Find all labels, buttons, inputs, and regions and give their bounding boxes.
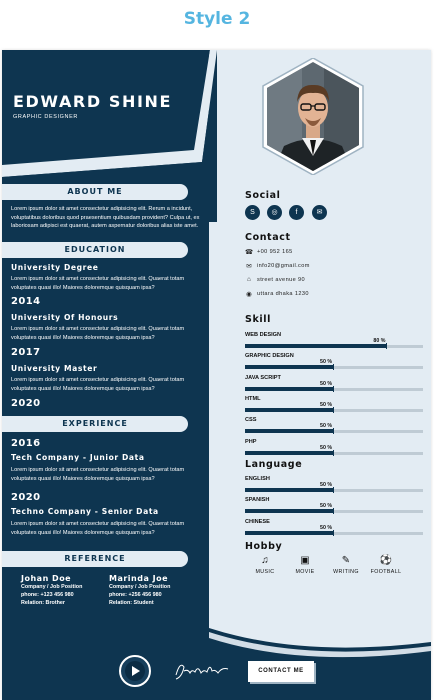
skill-percent: 50 % <box>320 381 333 387</box>
about-text: Lorem ipsum dolor sit amet consectetur adipisicing elit. Rerum a incidunt, voluptatibus doloribus quod praesentium quibusdam provident? Culpa ut, ex laboriosam adipisci est quaerat, autem aspernatur doloribus alias iste amet. <box>11 206 200 230</box>
language-heading: Language <box>245 459 303 470</box>
about-heading: ABOUT ME <box>2 184 188 200</box>
language-percent: 50 % <box>320 503 333 509</box>
person-role: GRAPHIC DESIGNER <box>13 114 78 120</box>
skill-heading: Skill <box>245 314 271 325</box>
hobby-heading: Hobby <box>245 541 283 552</box>
movie-icon: ▣ <box>300 555 310 566</box>
reference-relation: Relation: Brother <box>21 600 66 606</box>
language-bar-fill <box>245 509 334 513</box>
skill-css <box>245 417 423 441</box>
hobby-music <box>245 555 285 575</box>
experience-heading: EXPERIENCE <box>2 416 188 432</box>
skill-bar-fill <box>245 429 334 433</box>
contact-heading: Contact <box>245 232 291 243</box>
signature-image <box>170 657 232 683</box>
skill-name: PHP <box>245 439 257 445</box>
hobby-label: MUSIC <box>255 569 275 575</box>
skill-bar-fill <box>245 344 387 348</box>
contact-city: uttara dhaka 1230 <box>257 291 309 297</box>
experience-text-2: Lorem ipsum dolor sit amet consectetur adipisicing elit. Quaerat totam voluptates quasi illo! Maiores doloremque quisquam ipsa? <box>11 521 185 536</box>
language-spanish <box>245 497 423 521</box>
reference-phone: phone: +123 456 980 <box>21 592 74 598</box>
social-heading: Social <box>245 190 281 201</box>
contact-email: info20@gmail.com <box>257 263 310 269</box>
education-text-1: Lorem ipsum dolor sit amet consectetur adipisicing elit. Quaerat totam voluptates quasi illo! Maiores doloremque quisquam ipsa? <box>11 276 185 291</box>
hobby-writing <box>326 555 366 575</box>
play-icon <box>131 665 141 677</box>
style-heading: Style 2 <box>183 9 251 29</box>
experience-company-1: Tech Company - Junior Data <box>11 453 145 462</box>
education-degree-3: University Master <box>11 364 98 373</box>
education-year-1: 2014 <box>11 296 41 307</box>
contact-phone: +00 952 165 <box>257 249 293 255</box>
experience-text-1: Lorem ipsum dolor sit amet consectetur adipisicing elit. Quaerat totam voluptates quasi illo! Maiores doloremque quisquam ipsa? <box>11 467 185 482</box>
location-pin-icon: ◉ <box>246 291 252 298</box>
skill-percent: 80 % <box>373 338 386 344</box>
home-icon: ⌂ <box>247 276 251 283</box>
skill-name: HTML <box>245 396 261 402</box>
hobby-label: WRITING <box>333 569 359 575</box>
person-name: EDWARD SHINE <box>13 92 173 111</box>
language-chinese <box>245 519 423 543</box>
skill-percent: 50 % <box>320 423 333 429</box>
music-icon: ♫ <box>261 555 269 566</box>
language-percent: 50 % <box>320 525 333 531</box>
contact-street: street avenue 90 <box>257 277 306 283</box>
envelope-icon: ✉ <box>246 263 252 270</box>
play-button[interactable] <box>119 655 151 687</box>
skill-name: WEB DESIGN <box>245 332 282 338</box>
education-text-3: Lorem ipsum dolor sit amet consectetur adipisicing elit. Quaerat totam voluptates quasi illo! Maiores doloremque quisquam ipsa? <box>11 377 185 392</box>
phone-icon: ☎ <box>245 249 254 256</box>
skill-bar-fill <box>245 451 334 455</box>
hobby-football <box>366 555 406 575</box>
resume-page <box>2 50 431 700</box>
skill-bar-fill <box>245 408 334 412</box>
education-year-2: 2017 <box>11 347 41 358</box>
reference-card-2 <box>109 574 170 607</box>
reference-relation: Relation: Student <box>109 600 154 606</box>
language-name: CHINESE <box>245 519 270 525</box>
language-name: SPANISH <box>245 497 270 503</box>
reference-position: Company / Job Position <box>109 584 171 590</box>
profile-photo <box>262 58 364 175</box>
skill-percent: 50 % <box>320 402 333 408</box>
experience-company-2: Techno Company - Senior Data <box>11 507 159 516</box>
language-percent: 50 % <box>320 482 333 488</box>
experience-year-2: 2020 <box>11 492 41 503</box>
reference-card-1 <box>21 574 82 607</box>
skill-name: GRAPHIC DESIGN <box>245 353 294 359</box>
instagram-icon[interactable]: ◎ <box>267 205 282 220</box>
education-degree-1: University Degree <box>11 263 99 272</box>
facebook-icon[interactable]: f <box>289 205 304 220</box>
hobby-label: MOVIE <box>295 569 315 575</box>
experience-year-1: 2016 <box>11 438 41 449</box>
education-heading: EDUCATION <box>2 242 188 258</box>
reference-phone: phone: +256 456 980 <box>109 592 162 598</box>
education-year-3: 2020 <box>11 398 41 409</box>
reference-name: Marinda Joe <box>109 574 169 583</box>
reference-heading: REFERENCE <box>2 551 188 567</box>
language-bar-fill <box>245 531 334 535</box>
hobby-label: FOOTBALL <box>370 569 402 575</box>
hobby-movie <box>285 555 325 575</box>
football-icon: ⚽ <box>379 555 393 566</box>
skill-percent: 50 % <box>320 359 333 365</box>
contact-me-button[interactable]: CONTACT ME <box>248 661 314 682</box>
reference-name: Johan Doe <box>21 574 72 583</box>
mail-icon[interactable]: ✉ <box>312 205 327 220</box>
skill-bar-fill <box>245 387 334 391</box>
skype-icon[interactable]: S <box>245 205 260 220</box>
language-bar-fill <box>245 488 334 492</box>
education-text-2: Lorem ipsum dolor sit amet consectetur adipisicing elit. Quaerat totam voluptates quasi illo! Maiores doloremque quisquam ipsa? <box>11 326 185 341</box>
language-name: ENGLISH <box>245 476 270 482</box>
skill-bar-fill <box>245 365 334 369</box>
reference-position: Company / Job Position <box>21 584 83 590</box>
pen-icon: ✎ <box>341 555 351 566</box>
skill-name: CSS <box>245 417 257 423</box>
skill-percent: 50 % <box>320 445 333 451</box>
skill-graphic-design <box>245 353 423 377</box>
education-degree-2: University Of Honours <box>11 313 119 322</box>
skill-name: JAVA SCRIPT <box>245 375 281 381</box>
